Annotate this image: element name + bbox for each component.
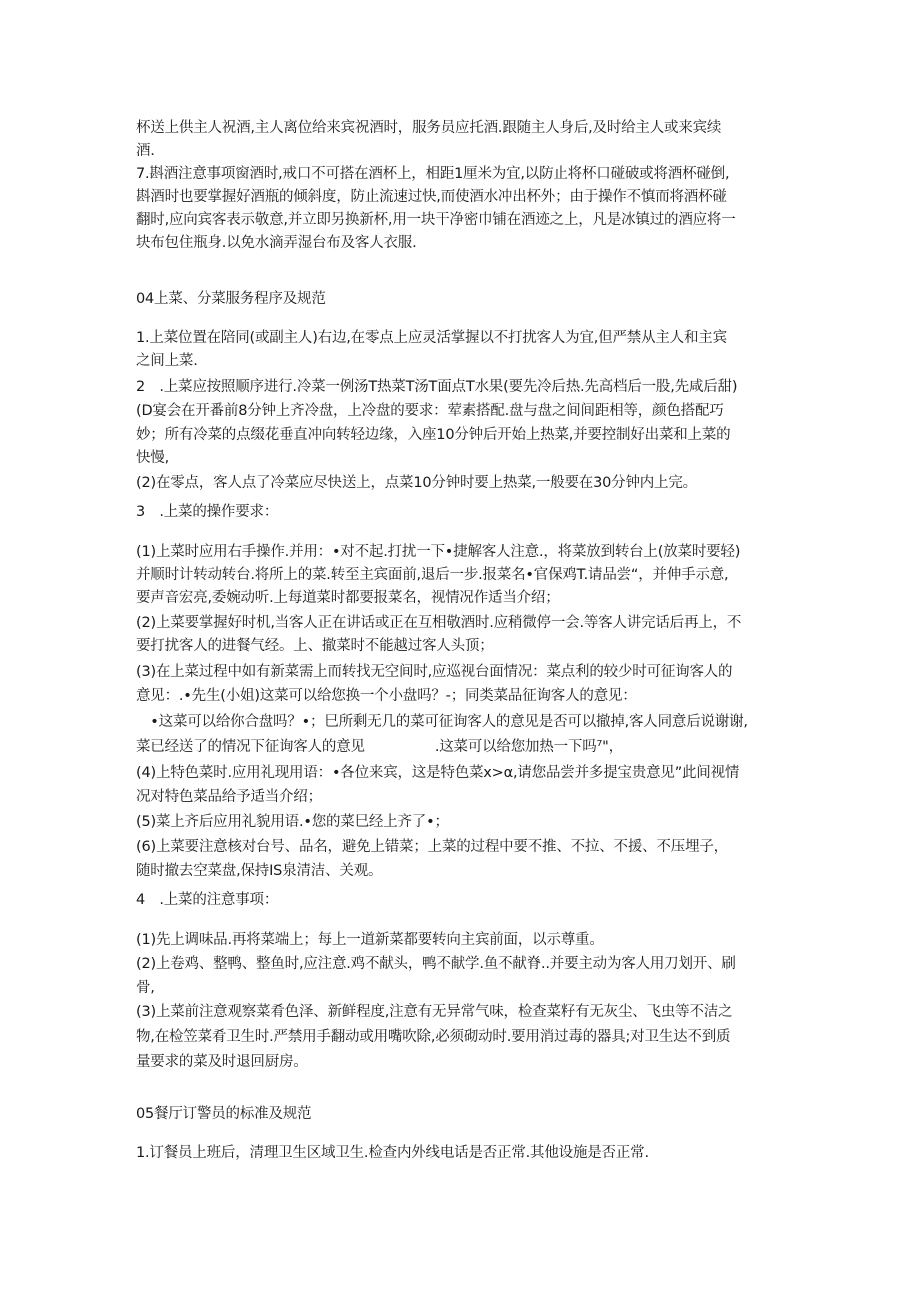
text-line: 量要求的菜及时退回厨房。: [136, 1054, 308, 1070]
text-line: (3)在上菜过程中如有新菜需上而转找无空间时,应巡视台面情况：菜点利的较少时可征询客人的: [136, 664, 733, 680]
text-line: (3)上菜前注意观察菜肴色泽、新鲜程度,注意有无异常气味，检查菜籽有无灰尘、飞虫等不洁之: [136, 1004, 733, 1020]
text-line: •这菜可以给你合盘吗？•；巳所剩无几的菜可征询客人的意见是否可以撤掉,客人同意后说谢谢,: [136, 714, 748, 730]
text-line: (4)上特色菜时.应用礼现用语：•各位来宾，这是特色菜x>α,请您品尝并多提宝贵意见”此间视情: [136, 765, 740, 781]
text-line: 块布包住瓶身.以免水滴弄湿台布及客人衣服.: [136, 235, 417, 251]
text-line: 快慢,: [136, 450, 170, 466]
text-segment: 菜已经送了的情况下征询客人的意见: [136, 739, 365, 755]
text-line: 4 .上菜的注意事项：: [136, 892, 279, 908]
text-line: 随时撤去空菜盘,保持IS泉清洁、关观。: [136, 863, 383, 879]
text-line: 1.上菜位置在陪同(或副主人)右边,在零点上应灵活掌握以不打扰客人为宜,但严禁从主人和主宾: [136, 330, 727, 346]
text-line: 斟酒时也要掌握好酒瓶的倾斜度，防止流速过快,而使酒水冲出杯外；由于操作不慎而将酒杯碰: [136, 189, 727, 205]
text-line: [136, 736, 623, 758]
text-line: 1.订餐员上班后，清理卫生区域卫生.检查内外线电话是否正常.其他设施是否正常.: [136, 1145, 649, 1161]
text-line: (5)菜上齐后应用礼貌用语.•您的菜巳经上齐了•；: [136, 814, 449, 830]
text-line: 况对特色菜品给予适当介绍；: [136, 789, 322, 805]
text-line: (1)上菜时应用右手操作.并用：•对不起.打扰一下•捷解客人注意.，将菜放到转台上(放菜时要轻): [136, 544, 741, 560]
text-line: 并顺时计转动转台.将所上的菜.转至主宾面前,退后一步.报菜名•官保鸡T.请品尝“，并伸手示意,: [136, 567, 729, 583]
text-line: 杯送上供主人祝酒,主人离位给来宾祝酒时，服务员应托酒.跟随主人身后,及时给主人或来宾续: [136, 120, 722, 136]
text-line: (2)上菜要掌握好时机,当客人正在讲话或正在互相敬酒时.应稍微停一会.等客人讲完话后再上，不: [136, 615, 742, 631]
text-line: (2)上卷鸡、整鸭、整鱼时,应注意.鸡不献头，鸭不献学.鱼不献脊..并要主动为客人用刀划开、刷: [136, 956, 736, 972]
text-line: 物,在检笠菜肴卫生时.严禁用手翻动或用嘴吹除,必须砌动时.要用消过毒的器具;对卫生达不到质: [136, 1029, 731, 1045]
text-line: 3 .上菜的操作要求：: [136, 504, 279, 520]
text-line: 妙；所有冷菜的点缀花垂直冲向转轻边缘，入座10分钟后开始上热菜,并要控制好出菜和上菜的: [136, 427, 731, 443]
text-line: 翻时,应向宾客表示敬意,并立即另换新杯,用一块干净密巾铺在酒迹之上，凡是冰镇过的酒应将一: [136, 212, 736, 228]
text-line: (D宴会在开番前8分钟上齐冷盘，上冷盘的要求：荤素搭配.盘与盘之间间距相等，颜色搭配巧: [136, 403, 724, 419]
text-line: 7.斟酒注意事项窗酒时,戒口不可搭在酒杯上，相距1厘米为宜,以防止将杯口碰破或将酒杯碰倒,: [136, 166, 730, 182]
text-line: 之间上菜.: [136, 353, 198, 369]
text-line: (2)在零点，客人点了冷菜应尽快送上，点菜10分钟时要上热菜,一般要在30分钟内上完。: [136, 475, 697, 491]
section-heading: 05餐厅订警员的标准及规范: [136, 1106, 312, 1122]
text-line: (6)上菜要注意核对台号、品名，避免上错菜；上菜的过程中要不推、不拉、不援、不压埋子，: [136, 839, 728, 855]
text-line: 要打扰客人的进餐气经。上、撤菜时不能越过客人头顶；: [136, 638, 494, 654]
text-line: 2 .上菜应按照顺序进行.冷菜一例汤T热菜T汤T面点T水果(要先冷后热.先高档后一股,先咸后甜): [136, 379, 738, 395]
text-line: 酒.: [136, 143, 155, 159]
section-heading: 04上菜、分菜服务程序及规范: [136, 291, 326, 307]
text-line: (1)先上调味品.再将菜端上；每上一道新菜都要转向主宾前面，以示尊重。: [136, 932, 604, 948]
text-line: 要声音宏亮,委婉动听.上每道菜时都要报菜名，视情况作适当介绍；: [136, 590, 560, 606]
text-line: 骨,: [136, 980, 155, 996]
text-segment: .这菜可以给您加热一下吗⁷"，: [434, 739, 623, 755]
text-line: 意见：.•先生(小姐)这菜可以给您换一个小盘吗？-；同类菜品征询客人的意见：: [136, 688, 637, 704]
